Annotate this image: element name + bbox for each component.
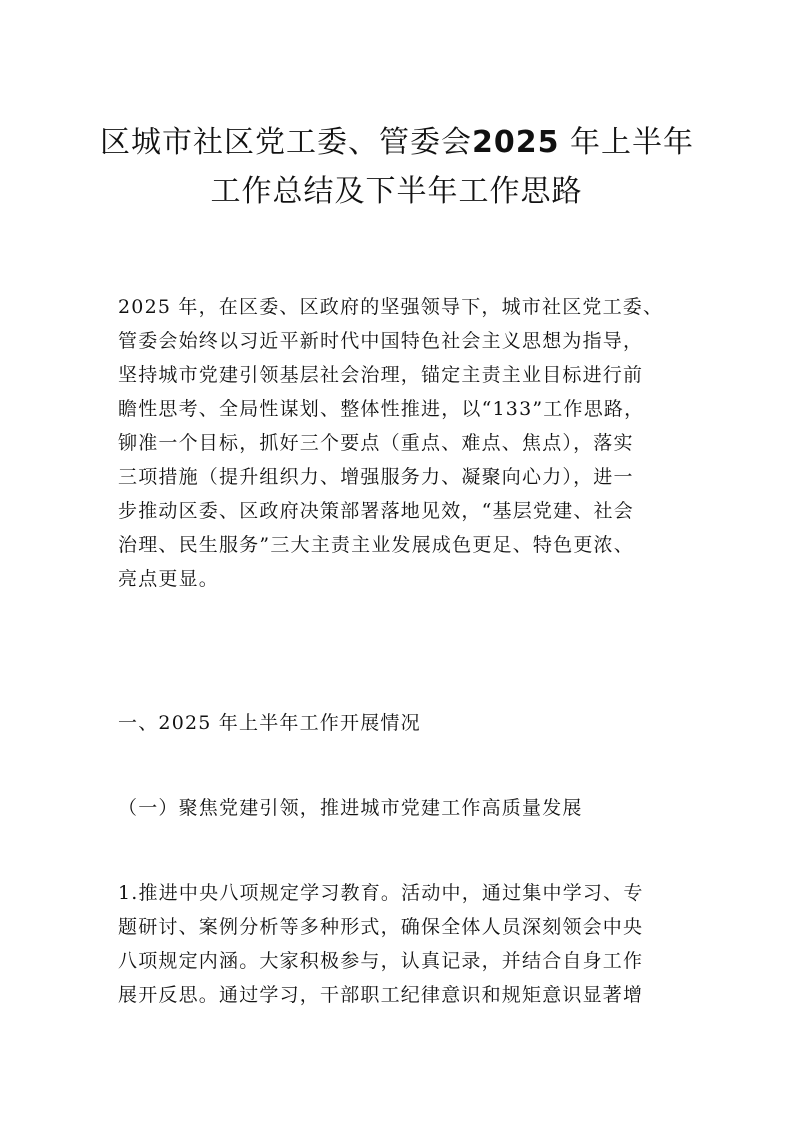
subsection-heading-text: （一）聚焦党建引领，推进城市党建工作高质量发展 <box>118 797 583 819</box>
document-title-line-2: 工作总结及下半年工作思路 <box>210 174 583 209</box>
intro-line: 铆准一个目标，抓好三个要点（重点、难点、焦点），落实 <box>118 432 634 454</box>
subsection-heading-1 <box>118 791 678 825</box>
intro-line: 瞻性思考、全局性谋划、整体性推进，以“133”工作思路， <box>118 398 645 420</box>
section-heading-1 <box>118 706 678 740</box>
title-year: 2025 <box>472 125 560 160</box>
intro-line: 治理、民生服务”三大主责主业发展成色更足、特色更浓、 <box>118 534 634 556</box>
intro-line: 亮点更显。 <box>118 568 220 590</box>
document-title-line-1 <box>100 123 693 163</box>
item-line: 题研讨、案例分析等多种形式，确保全体人员深刻领会中央 <box>118 916 644 938</box>
item-line: 八项规定内涵。大家积极参与，认真记录，并结合自身工作 <box>118 950 644 972</box>
intro-line: 步推动区委、区政府决策部署落地见效，“基层党建、社会 <box>118 500 634 522</box>
intro-paragraph <box>118 290 678 596</box>
intro-line: 管委会始终以习近平新时代中国特色社会主义思想为指导， <box>118 330 644 352</box>
section-heading-text: 一、2025 年上半年工作开展情况 <box>118 712 421 734</box>
item-line: 1.推进中央八项规定学习教育。活动中，通过集中学习、专 <box>118 882 644 904</box>
intro-line: 坚持城市党建引领基层社会治理，锚定主责主业目标进行前 <box>118 364 644 386</box>
intro-line: 三项措施（提升组织力、增强服务力、凝聚向心力），进一 <box>118 466 634 488</box>
title-text-b: 年上半年 <box>559 125 695 160</box>
item-1-paragraph <box>118 876 678 1012</box>
item-line: 展开反思。通过学习，干部职工纪律意识和规矩意识显著增 <box>118 984 644 1006</box>
intro-line: 2025 年，在区委、区政府的坚强领导下，城市社区党工委、 <box>118 296 664 318</box>
title-text-a: 区城市社区党工委、管委会 <box>100 125 472 160</box>
